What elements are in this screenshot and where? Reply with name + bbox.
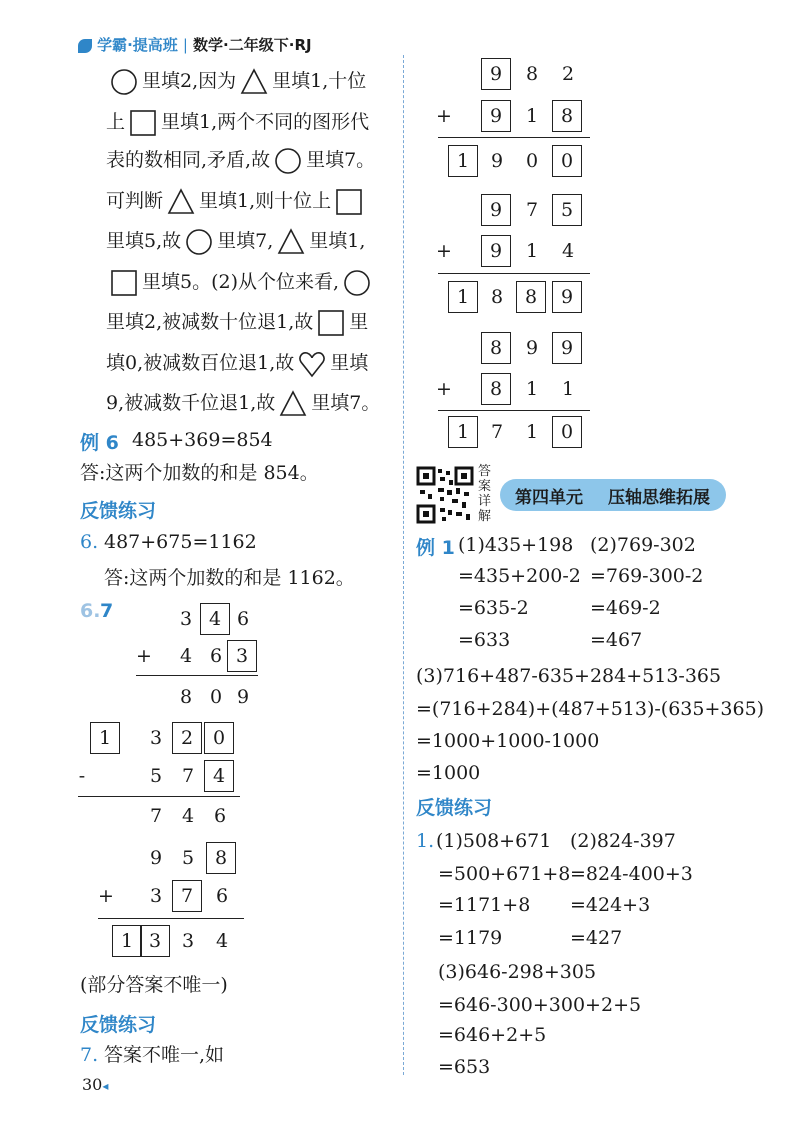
page-number: 30◂ — [82, 1075, 109, 1094]
calc-digit-r2: 7 — [181, 765, 195, 787]
calc-digit-r3: 3 — [140, 925, 170, 957]
paragraph-text: 里填7, — [217, 230, 274, 252]
calc-operator: + — [98, 885, 114, 907]
feedback-heading-3: 反馈练习 — [416, 797, 493, 819]
header-subject: 数学·二年级下·RJ — [193, 36, 312, 54]
q6-answer: 答:这两个加数的和是 1162。 — [104, 567, 355, 589]
triangle-shape-icon — [279, 390, 307, 418]
calc-digit-r3: 1 — [448, 281, 478, 313]
paragraph-text: 里填1,十位 — [272, 70, 367, 92]
calc-digit-r2: 3 — [149, 885, 163, 907]
calc-digit-r2: 1 — [525, 105, 539, 127]
calc-digit-r1: 8 — [525, 63, 539, 85]
header-brand: 学霸·提高班 — [97, 36, 178, 54]
calc-digit-r2: 8 — [552, 100, 582, 132]
header: 学霸·提高班 | 数学·二年级下·RJ — [78, 34, 312, 55]
calc-digit-r1: 3 — [179, 608, 193, 630]
calc-digit-r1: 9 — [149, 847, 163, 869]
calc-digit-r2: 5 — [149, 765, 163, 787]
calc-rule — [438, 273, 590, 274]
calc-digit-r1: 6 — [236, 608, 250, 630]
calc-digit-r2: 3 — [227, 640, 257, 672]
paragraph-line — [106, 268, 375, 297]
triangle-shape-icon — [167, 188, 195, 216]
paragraph-text: 里填1, — [309, 230, 366, 252]
calc-digit-r1: 5 — [552, 194, 582, 226]
calc-step: (1)435+198 — [458, 534, 574, 556]
square-shape-icon — [335, 188, 363, 216]
paragraph-line — [106, 227, 365, 256]
feedback-heading-2: 反馈练习 — [80, 1014, 157, 1036]
calc-rule — [136, 675, 258, 676]
calc-digit-r3: 1 — [448, 145, 478, 177]
calc-operator: + — [436, 240, 452, 262]
calc-digit-r1: 9 — [481, 58, 511, 90]
example-6-answer: 答:这两个加数的和是 854。 — [80, 462, 319, 484]
calc-digit-r1: 4 — [200, 603, 230, 635]
calc-digit-r3: 9 — [552, 281, 582, 313]
calc-digit-r2: 1 — [561, 378, 575, 400]
square-shape-icon — [317, 309, 345, 337]
calc-digit-r2: 7 — [172, 880, 202, 912]
calc-step: =633 — [458, 629, 511, 651]
calc-digit-r3: 8 — [490, 286, 504, 308]
calc-step: (1)508+671 — [436, 830, 552, 852]
note-partial-answers: (部分答案不唯一) — [80, 974, 228, 996]
q1-number: 1. — [416, 830, 435, 852]
heart-shape-icon — [298, 350, 326, 378]
calc-digit-r2: 8 — [481, 373, 511, 405]
calc-digit-r1: 0 — [204, 722, 234, 754]
calc-digit-r2: 9 — [481, 235, 511, 267]
paragraph-text: 填0,被减数百位退1,故 — [106, 352, 295, 374]
calc-digit-r3: 0 — [525, 150, 539, 172]
paragraph-text: 里填 — [330, 352, 369, 374]
feedback-heading-1: 反馈练习 — [80, 500, 157, 522]
calc-step: (2)769-302 — [590, 534, 696, 556]
example-6-label: 例 6 — [80, 432, 119, 454]
calc-step: =(716+284)+(487+513)-(635+365) — [416, 698, 765, 720]
calc-digit-r2: 6 — [215, 885, 229, 907]
paragraph-text: 里填5。(2)从个位来看, — [142, 271, 340, 293]
calc-step: =427 — [570, 927, 623, 949]
calc-digit-r2: 1 — [525, 240, 539, 262]
example-6-equation: 485+369=854 — [132, 429, 273, 451]
calc-rule — [78, 796, 240, 797]
calc-digit-r3: 8 — [516, 281, 546, 313]
calc-digit-r3: 1 — [448, 416, 478, 448]
calc-step: =469-2 — [590, 597, 661, 619]
calc-step: =653 — [438, 1056, 491, 1078]
calc-operator: - — [78, 765, 86, 787]
calc-digit-r2: 6 — [209, 645, 223, 667]
calc-operator: + — [436, 378, 452, 400]
calc-digit-r2: 4 — [204, 760, 234, 792]
column-divider — [403, 55, 404, 1075]
brand-logo-icon — [78, 39, 92, 53]
calc-digit-r2: 4 — [561, 240, 575, 262]
triangle-shape-icon — [277, 228, 305, 256]
calc-digit-r3: 0 — [209, 686, 223, 708]
calc-step: (3)646-298+305 — [438, 961, 597, 983]
paragraph-line — [106, 108, 369, 137]
paragraph-text: 里填5,故 — [106, 230, 182, 252]
calc-digit-r3: 4 — [215, 930, 229, 952]
calc-digit-r3: 4 — [181, 805, 195, 827]
paragraph-line — [106, 187, 367, 216]
calc-digit-r2: 1 — [525, 378, 539, 400]
unit-subtitle: 压轴思维拓展 — [608, 488, 710, 508]
calc-operator: + — [436, 105, 452, 127]
paragraph-text: 9,被减数千位退1,故 — [106, 392, 276, 414]
paragraph-text: 里填1,两个不同的图形代 — [161, 111, 370, 133]
circle-shape-icon — [110, 68, 138, 96]
calc-step: =1171+8 — [438, 894, 531, 916]
calc-digit-r3: 0 — [552, 416, 582, 448]
circle-shape-icon — [274, 147, 302, 175]
calc-step: =1000 — [416, 762, 481, 784]
calc-step: =646-300+300+2+5 — [438, 994, 642, 1016]
calc-digit-r3: 7 — [490, 421, 504, 443]
q6-equation: 487+675=1162 — [104, 531, 257, 553]
calc-step: =635-2 — [458, 597, 529, 619]
paragraph-line — [106, 389, 380, 418]
paragraph-text: 里填7。 — [306, 149, 376, 171]
triangle-shape-icon — [240, 68, 268, 96]
example-1-label: 例 1 — [416, 537, 455, 559]
calc-digit-r2: 9 — [481, 100, 511, 132]
paragraph-text: 里填2,因为 — [142, 70, 237, 92]
calc-digit-r3: 7 — [149, 805, 163, 827]
calc-step: =435+200-2 — [458, 565, 581, 587]
calc-step: =646+2+5 — [438, 1024, 547, 1046]
paragraph-text: 里填7。 — [311, 392, 381, 414]
paragraph-line — [106, 308, 368, 337]
calc-digit-r3: 9 — [236, 686, 250, 708]
calc-digit-r1: 9 — [552, 332, 582, 364]
calc-digit-r1: 8 — [481, 332, 511, 364]
calc-step: =824-400+3 — [570, 863, 693, 885]
calc-step: =1179 — [438, 927, 503, 949]
paragraph-text: 里填1,则十位上 — [199, 190, 332, 212]
calc-digit-r1: 7 — [525, 199, 539, 221]
calc-step: (3)716+487-635+284+513-365 — [416, 665, 722, 687]
paragraph-text: 可判断 — [106, 190, 164, 212]
qr-code[interactable] — [416, 466, 474, 524]
calc-step: =467 — [590, 629, 643, 651]
paragraph-text: 里 — [349, 311, 369, 333]
q7-label: 7 — [100, 600, 114, 622]
calc-digit-r1: 2 — [561, 63, 575, 85]
unit-title: 第四单元 — [515, 488, 583, 508]
calc-rule — [438, 137, 590, 138]
paragraph-text: 表的数相同,矛盾,故 — [106, 149, 271, 171]
calc-digit-r1: 1 — [90, 722, 120, 754]
q7-prefix: 6. — [80, 600, 101, 622]
paragraph-text: 上 — [106, 111, 126, 133]
calc-step: =500+671+8 — [438, 863, 571, 885]
calc-digit-r1: 3 — [149, 727, 163, 749]
calc-digit-r3: 3 — [181, 930, 195, 952]
paragraph-text: 里填2,被减数十位退1,故 — [106, 311, 314, 333]
calc-step: =769-300-2 — [590, 565, 704, 587]
paragraph-line — [106, 146, 375, 175]
calc-digit-r1: 5 — [181, 847, 195, 869]
square-shape-icon — [129, 109, 157, 137]
calc-digit-r1: 2 — [172, 722, 202, 754]
q7b-text: 答案不唯一,如 — [104, 1044, 225, 1066]
circle-shape-icon — [185, 228, 213, 256]
calc-digit-r3: 1 — [112, 925, 142, 957]
calc-digit-r1: 9 — [525, 337, 539, 359]
calc-step: =1000+1000-1000 — [416, 730, 600, 752]
calc-step: =424+3 — [570, 894, 651, 916]
q7b-number: 7. — [80, 1044, 99, 1066]
calc-digit-r3: 6 — [213, 805, 227, 827]
calc-digit-r3: 8 — [179, 686, 193, 708]
calc-digit-r3: 1 — [525, 421, 539, 443]
calc-digit-r3: 9 — [490, 150, 504, 172]
paragraph-line — [106, 349, 368, 378]
q6-number: 6. — [80, 531, 99, 553]
paragraph-line — [106, 67, 366, 96]
calc-digit-r1: 8 — [206, 842, 236, 874]
calc-operator: + — [136, 645, 152, 667]
qr-caption: 答案详解 — [478, 464, 492, 524]
calc-digit-r2: 4 — [179, 645, 193, 667]
calc-rule — [438, 410, 590, 411]
calc-digit-r3: 0 — [552, 145, 582, 177]
calc-step: (2)824-397 — [570, 830, 676, 852]
square-shape-icon — [110, 269, 138, 297]
circle-shape-icon — [343, 269, 371, 297]
calc-rule — [98, 918, 244, 919]
calc-digit-r1: 9 — [481, 194, 511, 226]
